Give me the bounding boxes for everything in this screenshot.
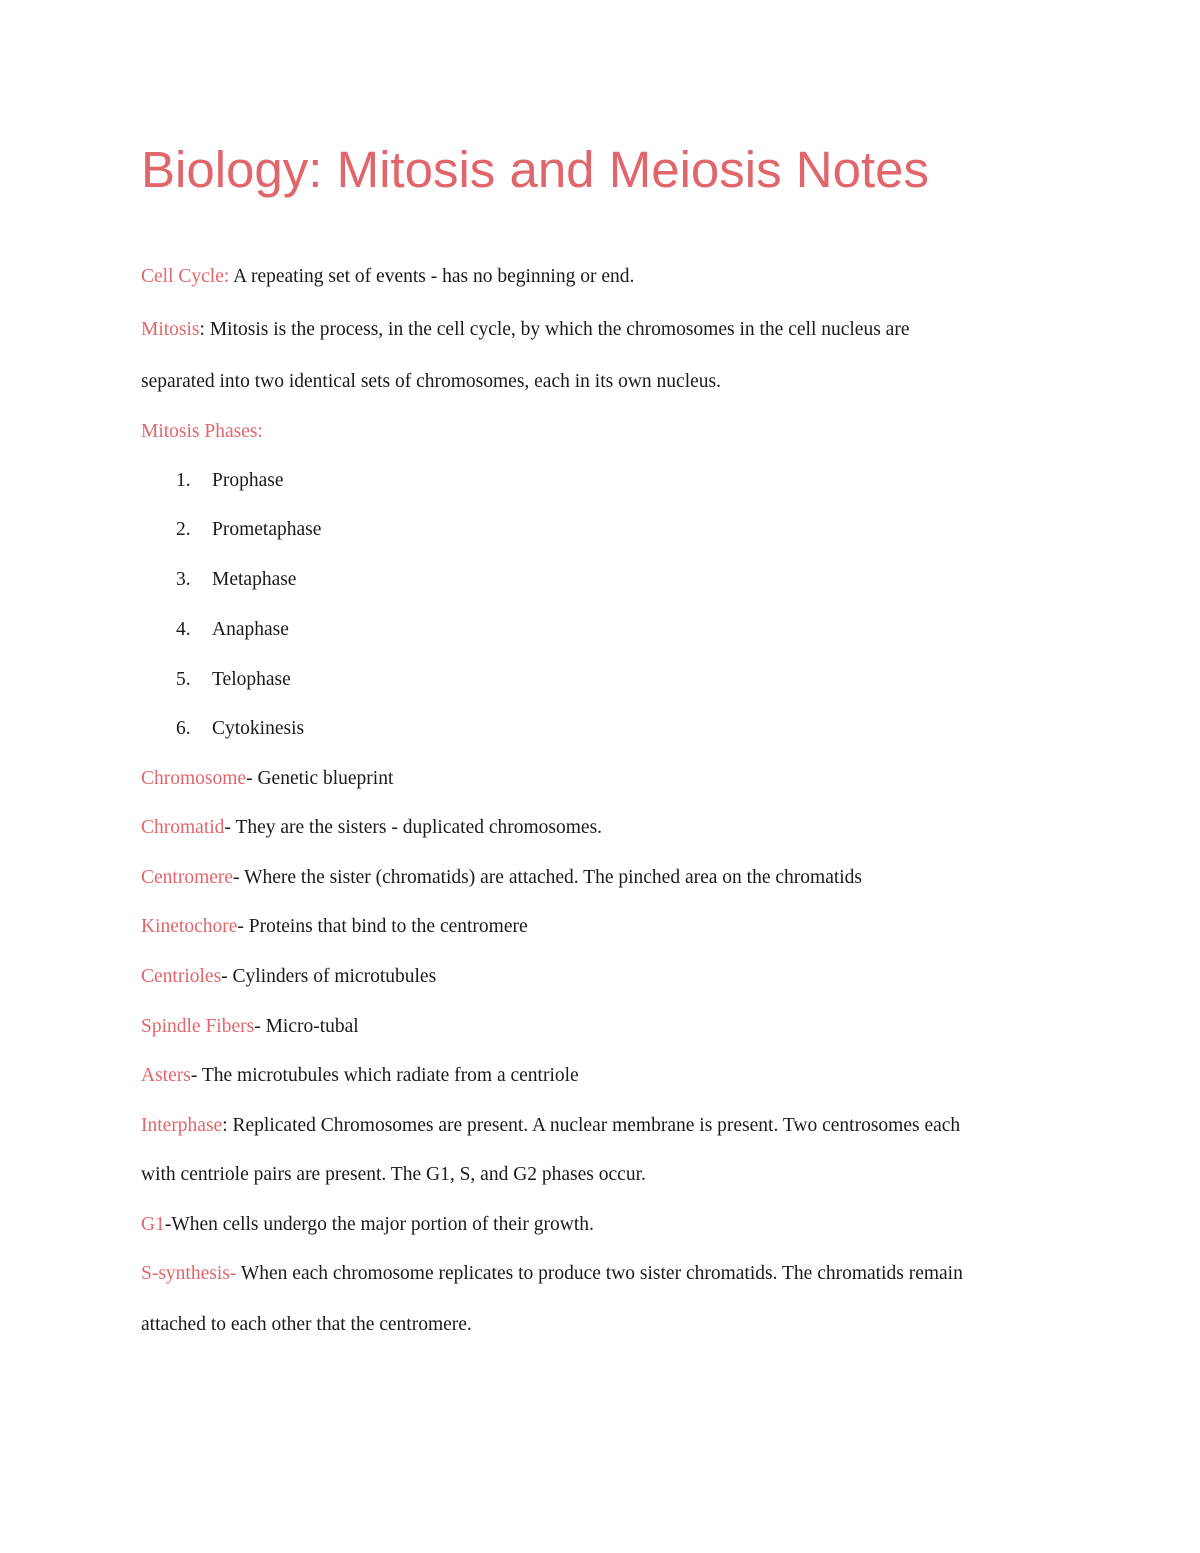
term-label: Asters [141,1065,191,1086]
definition-centromere [141,866,862,890]
term-label: Centrioles [141,966,222,987]
list-number: 3. [176,569,191,590]
definition-spindle-fibers [141,1015,359,1039]
definition-chromosome [141,767,393,791]
term-label: Kinetochore [141,916,238,937]
list-number: 5. [176,669,191,690]
term-label: Cell Cycle: [141,266,230,287]
definition-chromatid [141,816,602,840]
list-item-phase [176,618,289,642]
phases-heading [141,420,263,444]
definition-s-synthesis-continued [141,1313,472,1337]
list-item-phase [176,717,304,741]
term-label: G1 [141,1214,165,1235]
definition-text: A repeating set of events - has no beginning or end. [229,266,635,287]
list-item-phase [176,568,296,592]
list-number: 1. [176,470,191,491]
definition-interphase [141,1114,960,1138]
definition-text: attached to each other that the centromere. [141,1314,472,1335]
term-label: S-synthesis- [141,1263,237,1284]
term-label: Spindle Fibers [141,1016,255,1037]
list-number: 2. [176,519,191,540]
definition-text: Mitosis is the process, in the cell cycle, by which the chromosomes in the cell nucleus are [204,319,910,340]
list-number: 6. [176,718,191,739]
definition-mitosis [141,318,909,342]
definition-text: with centriole pairs are present. The G1, S, and G2 phases occur. [141,1164,646,1185]
list-item-phase [176,518,321,542]
definition-text: - Where the sister (chromatids) are attached. The pinched area on the chromatids [233,867,863,888]
definition-text: - Cylinders of microtubules [221,966,437,987]
definition-text: separated into two identical sets of chromosomes, each in its own nucleus. [141,371,721,392]
definition-mitosis-continued [141,370,721,394]
term-separator: : [199,319,205,340]
definition-text: When each chromosome replicates to produce two sister chromatids. The chromatids remain [236,1263,963,1284]
definition-interphase-continued [141,1163,646,1187]
list-label: Telophase [212,669,291,690]
term-label: Chromosome [141,768,247,789]
term-separator: : [222,1115,228,1136]
list-label: Cytokinesis [212,718,305,739]
definition-g1 [141,1213,594,1237]
list-item-phase [176,469,284,493]
definition-text: - They are the sisters - duplicated chromosomes. [224,817,603,838]
definition-asters [141,1064,579,1088]
definition-text: - Genetic blueprint [246,768,394,789]
term-label: Interphase [141,1115,223,1136]
definition-cell-cycle [141,265,634,289]
definition-text: -When cells undergo the major portion of their growth. [164,1214,594,1235]
list-label: Metaphase [212,569,297,590]
definition-text: - Proteins that bind to the centromere [237,916,528,937]
list-label: Anaphase [212,619,289,640]
document-title: Biology: Mitosis and Meiosis Notes [141,141,929,198]
term-label: Mitosis Phases: [141,421,263,442]
list-label: Prometaphase [212,519,322,540]
definition-text: Replicated Chromosomes are present. A nuclear membrane is present. Two centrosomes each [227,1115,961,1136]
definition-text: - The microtubules which radiate from a centriole [190,1065,579,1086]
definition-centrioles [141,965,436,989]
list-item-phase [176,668,291,692]
term-label: Mitosis [141,319,200,340]
term-label: Centromere [141,867,234,888]
definition-kinetochore [141,915,528,939]
definition-text: - Micro-tubal [254,1016,359,1037]
list-number: 4. [176,619,191,640]
definition-s-synthesis [141,1262,963,1286]
term-label: Chromatid [141,817,225,838]
list-label: Prophase [212,470,284,491]
